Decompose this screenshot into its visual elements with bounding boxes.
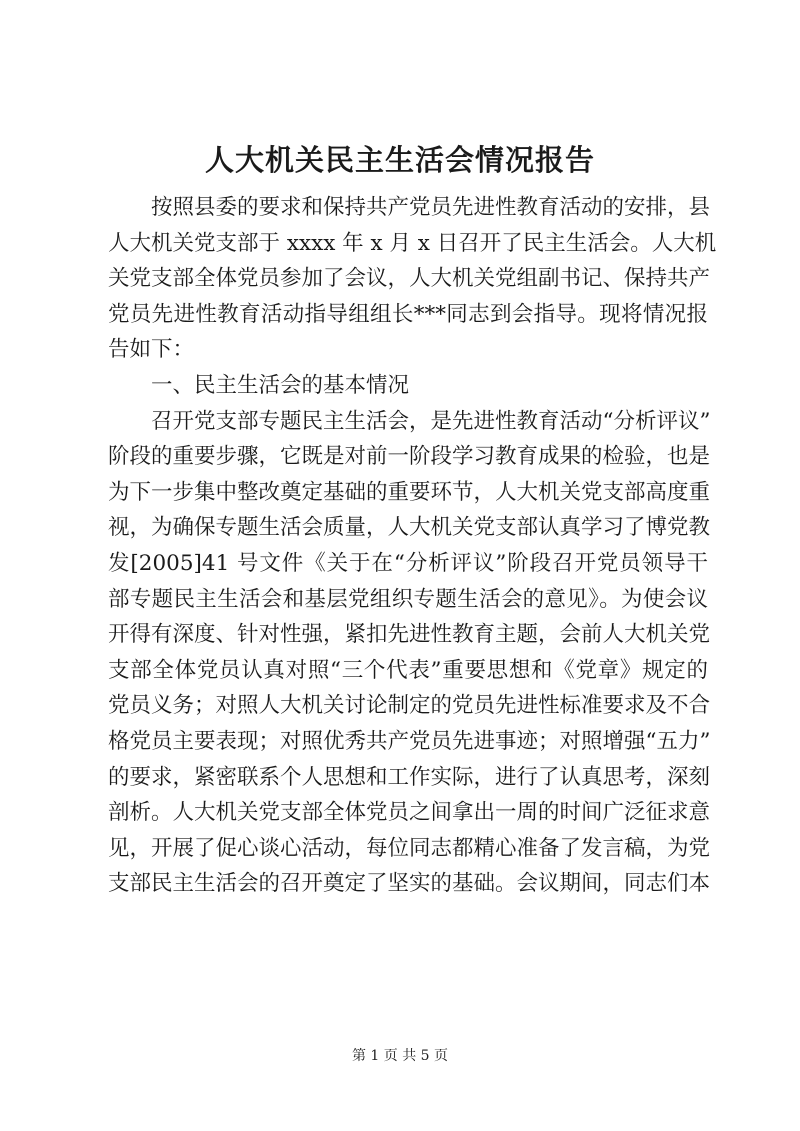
page-number: 第 1 页 共 5 页 xyxy=(351,1048,449,1064)
paragraph-line: 按照县委的要求和保持共产党员先进性教育活动的安排，县 xyxy=(151,195,711,220)
paragraph-line: 部专题民主生活会和基层党组织专题生活会的意见》。为使会议 xyxy=(108,586,708,612)
paragraph-line: 格党员主要表现；对照优秀共产党员先进事迹；对照增强“五力” xyxy=(108,728,711,754)
paragraph-line: 视，为确保专题生活会质量，人大机关党支部认真学习了博党教 xyxy=(108,515,711,541)
paragraph-line: 支部全体党员认真对照“三个代表”重要思想和《党章》规定的 xyxy=(108,657,708,683)
paragraph-line: 党员先进性教育活动指导组组长***同志到会指导。现将情况报 xyxy=(108,301,708,327)
document-title: 人大机关民主生活会情况报告 xyxy=(204,143,595,177)
paragraph-line: 阶段的重要步骤，它既是对前一阶段学习教育成果的检验，也是 xyxy=(108,444,711,470)
section-heading: 一、民主生活会的基本情况 xyxy=(151,372,410,398)
document-body xyxy=(108,190,717,902)
paragraph-line: 告如下： xyxy=(108,337,195,363)
paragraph-line: 为下一步集中整改奠定基础的重要环节，人大机关党支部高度重 xyxy=(108,479,711,505)
paragraph-line: 党员义务；对照人大机关讨论制定的党员先进性标准要求及不合 xyxy=(108,693,711,719)
paragraph-line: 见，开展了促心谈心活动，每位同志都精心准备了发言稿，为党 xyxy=(108,835,711,861)
paragraph-line: 人大机关党支部于 xxxx 年 x 月 x 日召开了民主生活会。人大机 xyxy=(108,230,717,256)
paragraph-line: 召开党支部专题民主生活会，是先进性教育活动“分析评议” xyxy=(151,408,711,434)
paragraph-line: 发[2005]41 号文件《关于在“分析评议”阶段召开党员领导干 xyxy=(108,550,708,576)
paragraph-line: 开得有深度、针对性强，紧扣先进性教育主题，会前人大机关党 xyxy=(108,622,711,648)
paragraph-line: 支部民主生活会的召开奠定了坚实的基础。会议期间，同志们本 xyxy=(108,871,711,897)
paragraph-line: 剖析。人大机关党支部全体党员之间拿出一周的时间广泛征求意 xyxy=(108,800,711,826)
paragraph-line: 关党支部全体党员参加了会议，人大机关党组副书记、保持共产 xyxy=(108,266,711,292)
paragraph-line: 的要求，紧密联系个人思想和工作实际，进行了认真思考，深刻 xyxy=(108,764,711,790)
